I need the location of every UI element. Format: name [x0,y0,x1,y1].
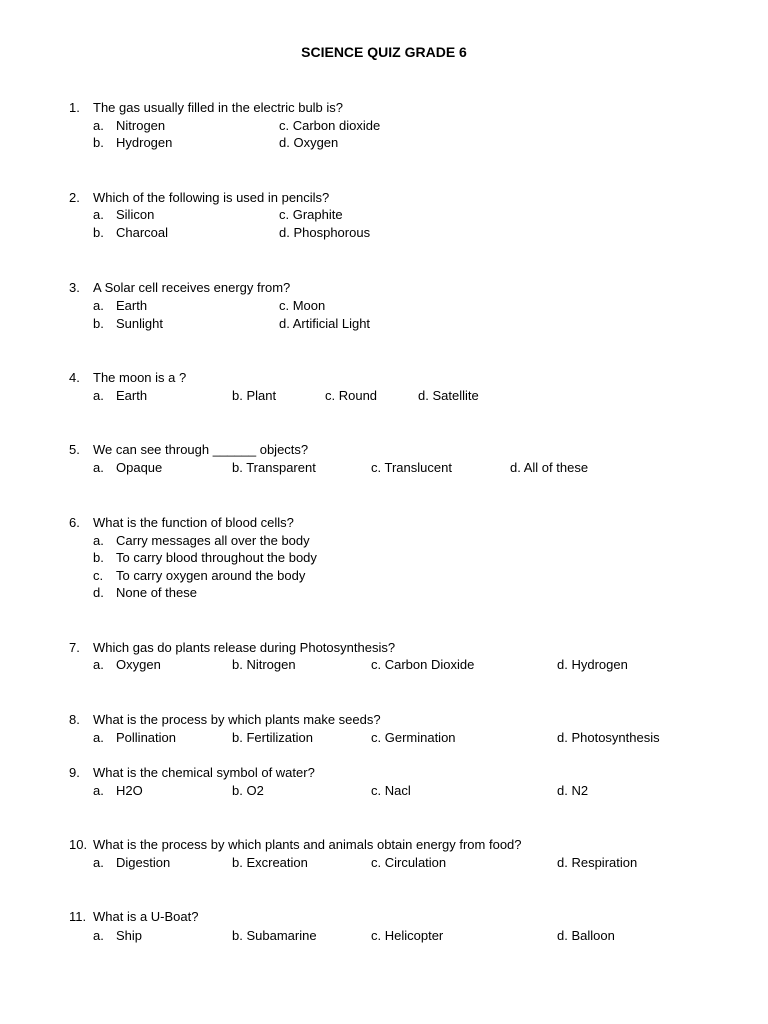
question-number: 10. [69,837,88,852]
option-b: b. Excreation [232,855,308,870]
option-text: H2O [116,783,143,798]
question-text: The gas usually filled in the electric bulb is? [93,100,344,115]
option-d: d. Artificial Light [279,316,371,331]
option-letter: a. [93,855,104,870]
question-8 [0,711,768,728]
question-number: 6. [69,515,80,530]
question-number: 3. [69,280,80,295]
question-text: A Solar cell receives energy from? [93,280,291,295]
option-c: c. Circulation [371,855,447,870]
question-number: 1. [69,100,80,115]
option-row [0,532,768,549]
option-letter: b. [93,550,104,565]
option-c: c. Carbon dioxide [279,118,381,133]
option-text: Earth [116,388,148,403]
question-number: 5. [69,442,80,457]
option-b: b. Nitrogen [232,657,296,672]
question-number: 4. [69,370,80,385]
option-b: b. O2 [232,783,264,798]
question-5 [0,441,768,458]
option-text: Sunlight [116,316,163,331]
option-letter: a. [93,533,104,548]
option-row [0,315,768,332]
option-row [0,117,768,134]
question-text: What is the chemical symbol of water? [93,765,315,780]
option-b: b. Transparent [232,460,316,475]
question-text: Which of the following is used in pencils? [93,190,330,205]
question-6 [0,514,768,531]
option-letter: b. [93,316,104,331]
option-row [0,854,768,871]
question-1 [0,99,768,116]
option-letter: a. [93,460,104,475]
option-text: Earth [116,298,148,313]
option-d: d. Balloon [557,928,615,943]
option-letter: a. [93,298,104,313]
option-letter: a. [93,730,104,745]
question-number: 8. [69,712,80,727]
option-row [0,459,768,476]
option-row [0,297,768,314]
option-b: b. Fertilization [232,730,313,745]
question-text: We can see through ______ objects? [93,442,309,457]
option-c: c. Graphite [279,207,343,222]
option-text: Pollination [116,730,176,745]
option-text: Oxygen [116,657,161,672]
option-row [0,134,768,151]
question-number: 2. [69,190,80,205]
question-text: What is the process by which plants and animals obtain energy from food? [93,837,522,852]
question-number: 7. [69,640,80,655]
question-number: 9. [69,765,80,780]
option-text: To carry oxygen around the body [116,568,306,583]
question-4 [0,369,768,386]
option-text: Hydrogen [116,135,173,150]
question-number: 11. [69,909,87,924]
option-letter: a. [93,657,104,672]
option-row [0,206,768,223]
question-text: What is a U-Boat? [93,909,199,924]
question-3 [0,279,768,296]
option-c: c. Germination [371,730,456,745]
option-c: c. Carbon Dioxide [371,657,475,672]
option-b: b. Plant [232,388,277,403]
option-row [0,927,768,944]
option-row [0,656,768,673]
option-row [0,782,768,799]
question-9 [0,764,768,781]
option-text: Opaque [116,460,163,475]
option-row [0,224,768,241]
option-letter: a. [93,207,104,222]
option-row [0,567,768,584]
option-letter: a. [93,388,104,403]
option-d: d. Respiration [557,855,638,870]
question-text: What is the function of blood cells? [93,515,294,530]
option-d: d. Photosynthesis [557,730,660,745]
question-text: The moon is a ? [93,370,187,385]
page-title: SCIENCE QUIZ GRADE 6 [301,44,467,60]
option-row [0,584,768,601]
option-c: c. Nacl [371,783,411,798]
option-text: Digestion [116,855,171,870]
option-d: d. All of these [510,460,589,475]
option-text: Carry messages all over the body [116,533,310,548]
option-row [0,387,768,404]
option-b: b. Subamarine [232,928,317,943]
question-text: Which gas do plants release during Photosynthesis? [93,640,396,655]
option-row [0,549,768,566]
option-text: Nitrogen [116,118,166,133]
question-11 [0,908,768,925]
option-letter: b. [93,225,104,240]
option-d: d. Satellite [418,388,479,403]
option-c: c. Round [325,388,378,403]
question-2 [0,189,768,206]
option-text: Silicon [116,207,155,222]
option-text: To carry blood throughout the body [116,550,317,565]
option-text: None of these [116,585,197,600]
option-text: Ship [116,928,143,943]
option-letter: a. [93,928,104,943]
option-letter: a. [93,118,104,133]
option-text: Charcoal [116,225,169,240]
question-10 [0,836,768,853]
option-d: d. Hydrogen [557,657,628,672]
question-text: What is the process by which plants make seeds? [93,712,381,727]
option-c: c. Translucent [371,460,452,475]
option-letter: a. [93,783,104,798]
option-d: d. Phosphorous [279,225,371,240]
option-d: d. Oxygen [279,135,339,150]
option-letter: c. [93,568,104,583]
option-d: d. N2 [557,783,589,798]
option-row [0,729,768,746]
option-letter: b. [93,135,104,150]
option-c: c. Moon [279,298,326,313]
question-7 [0,639,768,656]
option-c: c. Helicopter [371,928,444,943]
option-letter: d. [93,585,104,600]
